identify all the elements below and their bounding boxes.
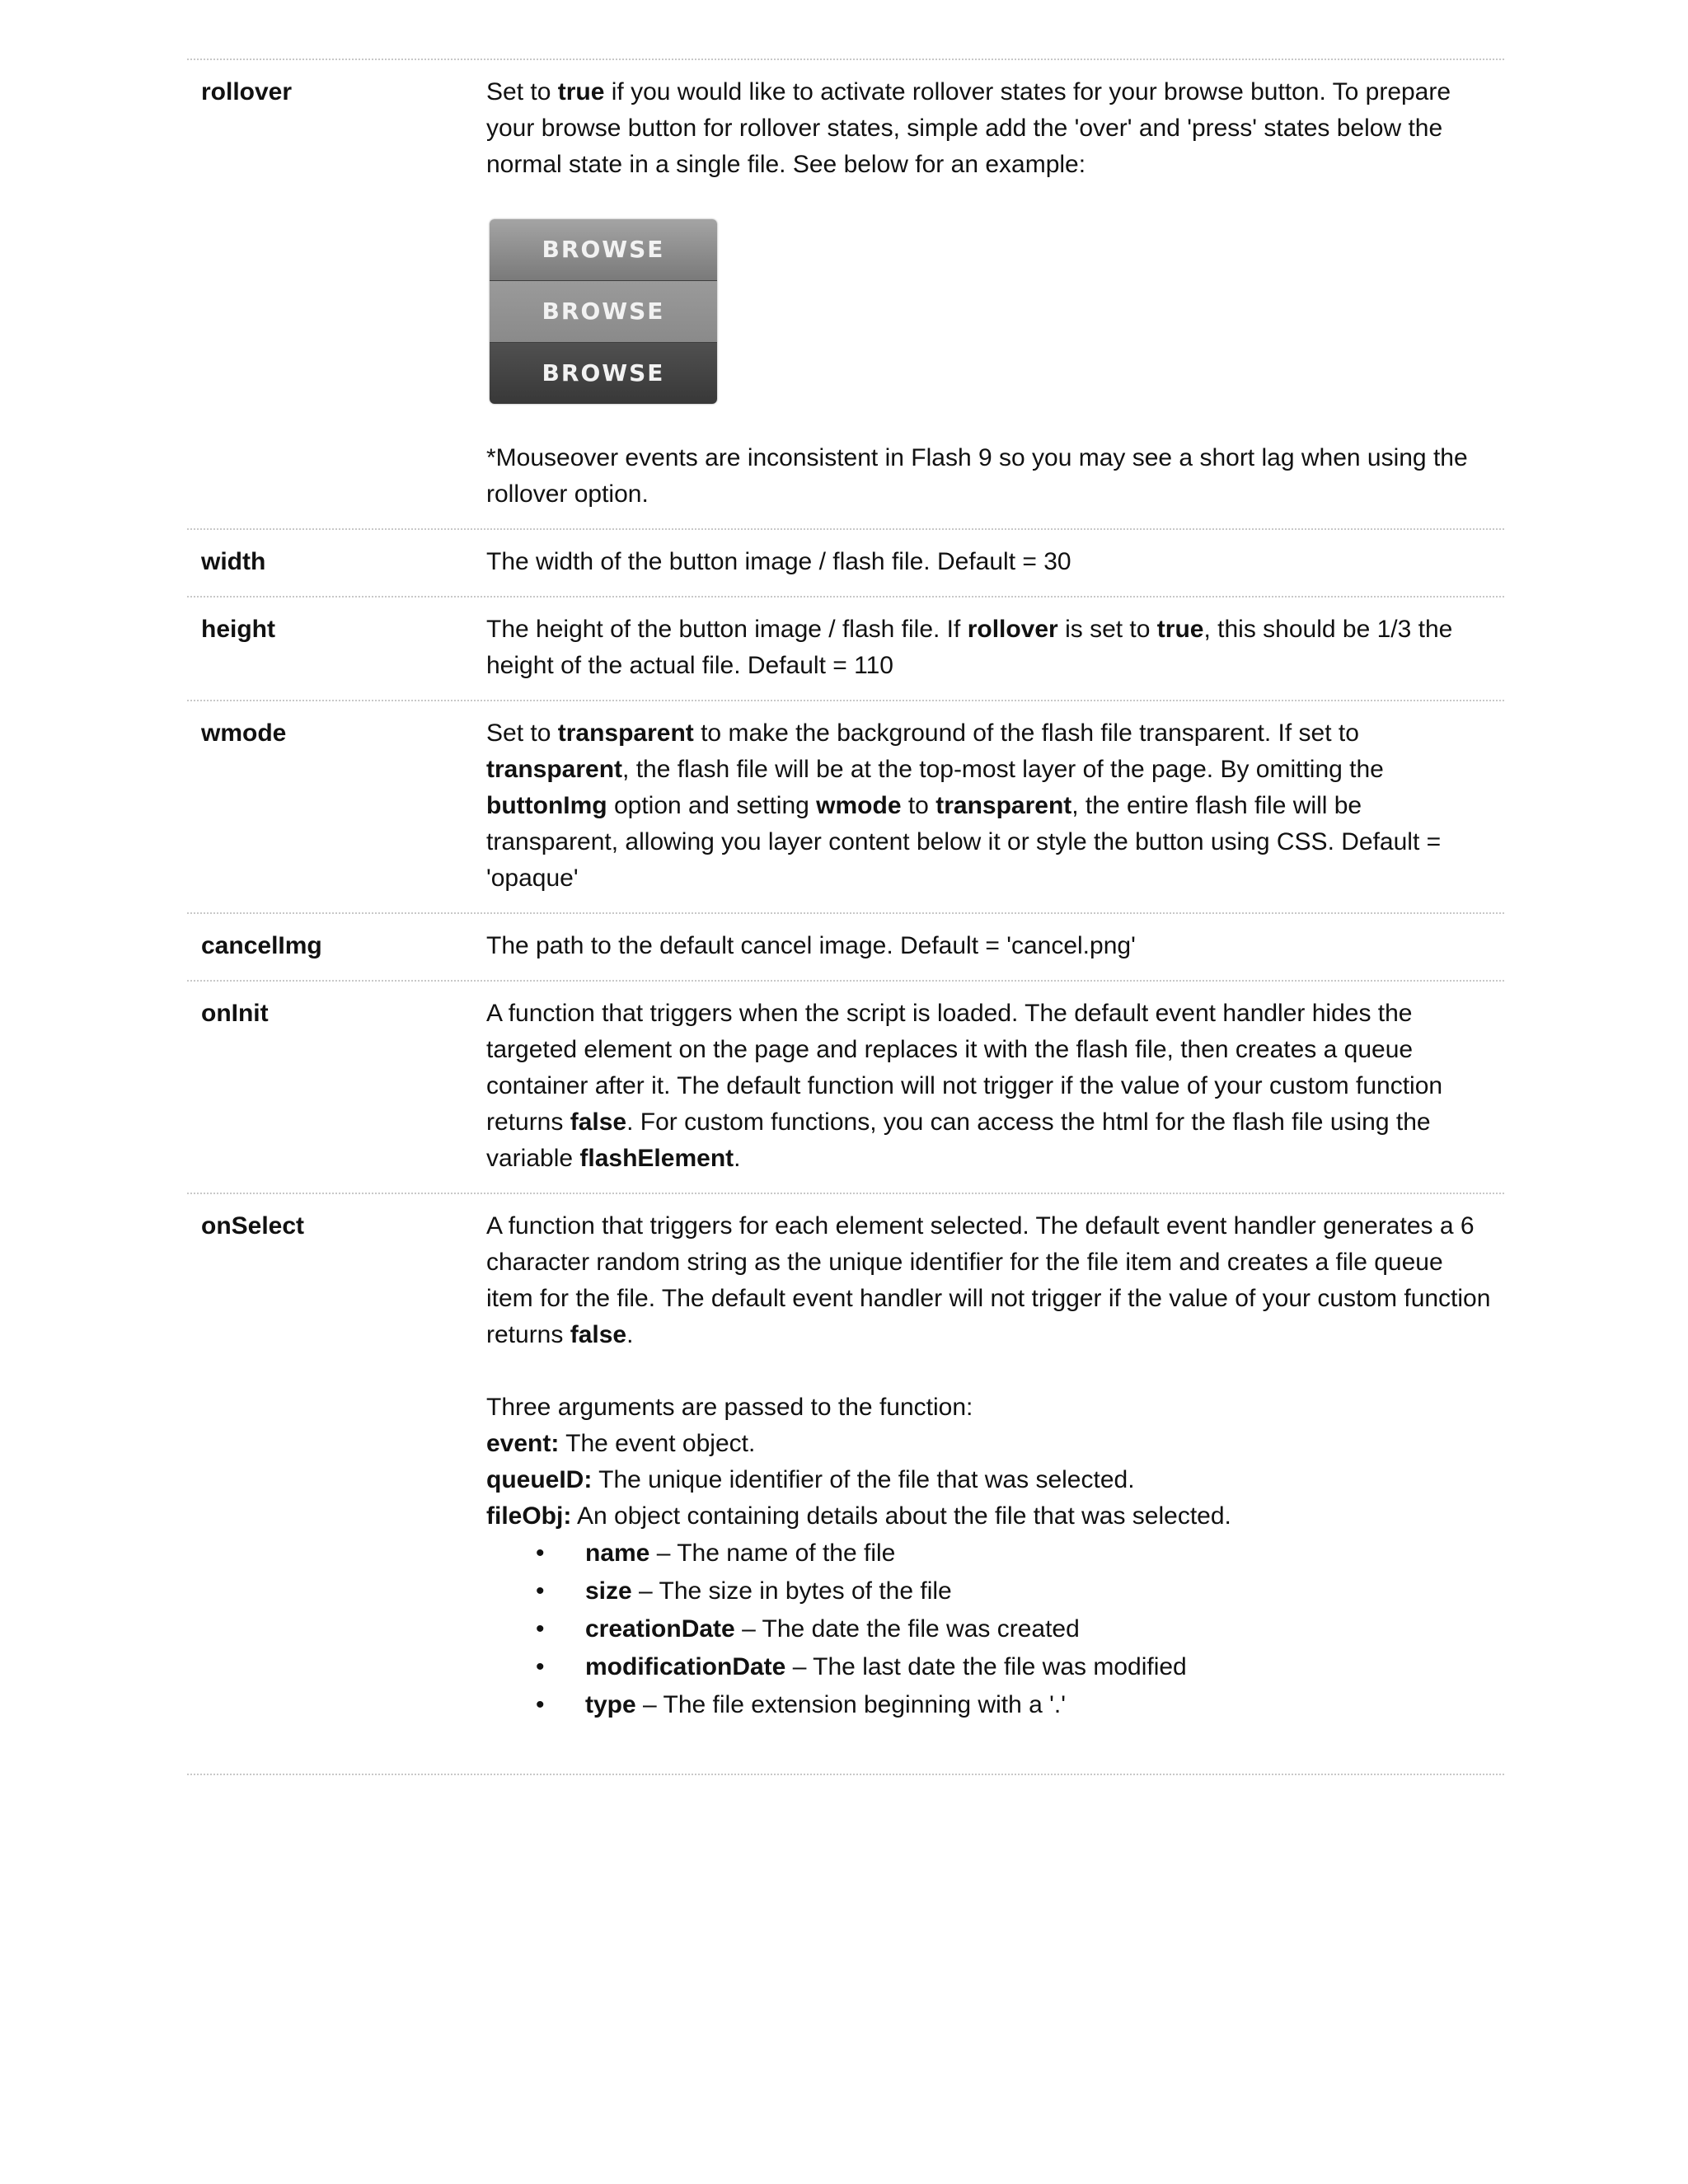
- bold-term: name: [585, 1540, 650, 1567]
- bullet-icon: •: [536, 1577, 545, 1605]
- bullet-icon: •: [536, 1540, 545, 1567]
- text-run: , the flash file will be at the top-most layer of the page. By omitting the: [622, 756, 1384, 783]
- text-run: The unique identifier of the file that was selected.: [592, 1466, 1135, 1493]
- bold-term: transparent: [935, 792, 1072, 819]
- option-row-cancelimg: [187, 914, 1504, 982]
- text-run: A function that triggers when the script is loaded. The default event handler hides the targeted element on the page and replaces it with the flash file, then creates a queue container after it. The default function will not trigger if the value of your custom function returns: [486, 1000, 1443, 1136]
- text-run: to make the background of the flash file transparent. If set to: [693, 719, 1359, 747]
- text-run: , this should be 1/3 the height of the actual file. Default = 110: [486, 616, 1453, 679]
- option-description: [486, 612, 1504, 684]
- option-row-oninit: [187, 982, 1504, 1194]
- bold-term: wmode: [816, 792, 902, 819]
- bold-term: queueID:: [486, 1466, 593, 1493]
- text-run: .: [626, 1321, 634, 1348]
- text-run: An object containing details about the file that was selected.: [571, 1502, 1231, 1530]
- bold-term: buttonImg: [486, 792, 607, 819]
- browse-state-normal: BROWSE: [490, 219, 717, 281]
- bold-term: creationDate: [585, 1615, 735, 1643]
- option-name: height: [201, 616, 275, 643]
- option-row-height: [187, 598, 1504, 701]
- text-run: – The date the file was created: [734, 1615, 1080, 1643]
- text-run: – The name of the file: [649, 1540, 896, 1567]
- rollover-note: *Mouseover events are inconsistent in Flash 9 so you may see a short lag when using the rollover option.: [486, 444, 1468, 508]
- list-item: [536, 1535, 1494, 1572]
- option-name: onInit: [201, 1000, 269, 1027]
- text-run: – The last date the file was modified: [785, 1653, 1187, 1680]
- option-row-onselect: [187, 1194, 1504, 1775]
- bold-term: transparent: [557, 719, 694, 747]
- fileobj-properties-list: [486, 1535, 1494, 1724]
- text-run: .: [734, 1145, 741, 1172]
- text-run: The path to the default cancel image. Default = 'cancel.png': [486, 932, 1136, 959]
- text-run: option and setting: [607, 792, 817, 819]
- text-run: The width of the button image / flash file. Default = 30: [486, 548, 1071, 575]
- onselect-paragraph: [486, 1208, 1494, 1353]
- option-name: rollover: [201, 78, 293, 105]
- option-description: [486, 74, 1504, 513]
- arg-line-queueid: [486, 1462, 1494, 1498]
- option-name: onSelect: [201, 1212, 305, 1240]
- option-description: [486, 928, 1504, 964]
- text-run: to: [901, 792, 936, 819]
- bullet-icon: •: [536, 1615, 545, 1643]
- list-item: [536, 1648, 1494, 1686]
- wmode-paragraph: [486, 715, 1494, 897]
- text-run: – The file extension beginning with a '.': [635, 1691, 1066, 1718]
- text-run: Set to: [486, 78, 558, 105]
- text-run: A function that triggers for each element selected. The default event handler generates a 6 character random string as the unique identifier for the file item and creates a file queue item for the file. The default event handler will not trigger if the value of your custom function returns: [486, 1212, 1491, 1348]
- oninit-paragraph: [486, 996, 1494, 1177]
- option-name: wmode: [201, 719, 287, 747]
- bold-term: transparent: [486, 756, 623, 783]
- bold-term: false: [570, 1108, 627, 1136]
- option-name: width: [201, 548, 266, 575]
- bold-term: fileObj:: [486, 1502, 572, 1530]
- bold-term: size: [585, 1577, 632, 1605]
- bullet-icon: •: [536, 1691, 545, 1718]
- text-run: is set to: [1057, 616, 1157, 643]
- paragraph-gap: [486, 1353, 1494, 1390]
- option-description: [486, 544, 1504, 580]
- bullet-icon: •: [536, 1653, 545, 1680]
- option-description: [486, 996, 1504, 1177]
- bold-term: flashElement: [579, 1145, 734, 1172]
- option-row-wmode: [187, 701, 1504, 914]
- bold-term: false: [570, 1321, 627, 1348]
- list-item: [536, 1610, 1494, 1648]
- text-run: The event object.: [559, 1430, 756, 1457]
- list-item: [536, 1686, 1494, 1724]
- browse-state-over: BROWSE: [490, 281, 717, 343]
- args-intro: Three arguments are passed to the function:: [486, 1394, 973, 1421]
- browse-state-press: BROWSE: [490, 343, 717, 404]
- list-item: [536, 1572, 1494, 1610]
- option-row-width: [187, 530, 1504, 598]
- bold-term: type: [585, 1691, 636, 1718]
- text-run: The height of the button image / flash file. If: [486, 616, 968, 643]
- text-run: , the entire flash file will be transparent, allowing you layer content below it or style the button using CSS. Default = 'opaque': [486, 792, 1442, 892]
- arg-line-event: [486, 1426, 1494, 1462]
- bold-term: true: [557, 78, 605, 105]
- text-run: Set to: [486, 719, 558, 747]
- text-run: if you would like to activate rollover states for your browse button. To prepare your browse button for rollover states, simple add the 'over' and 'press' states below the normal state in a single file. See below for an example:: [486, 78, 1451, 178]
- browse-button-sprite-example: [490, 219, 717, 404]
- bold-term: true: [1156, 616, 1204, 643]
- option-description: [486, 715, 1504, 897]
- text-run: . For custom functions, you can access the html for the flash file using the variable: [486, 1108, 1431, 1172]
- text-run: – The size in bytes of the file: [631, 1577, 952, 1605]
- arg-line-fileobj: [486, 1498, 1494, 1535]
- options-table: [187, 59, 1504, 1775]
- rollover-paragraph: [486, 74, 1494, 183]
- option-name: cancelImg: [201, 932, 322, 959]
- option-row-rollover: [187, 60, 1504, 530]
- option-description: [486, 1208, 1504, 1724]
- bold-term: modificationDate: [585, 1653, 786, 1680]
- bold-term: rollover: [967, 616, 1058, 643]
- height-paragraph: [486, 612, 1494, 684]
- bold-term: event:: [486, 1430, 560, 1457]
